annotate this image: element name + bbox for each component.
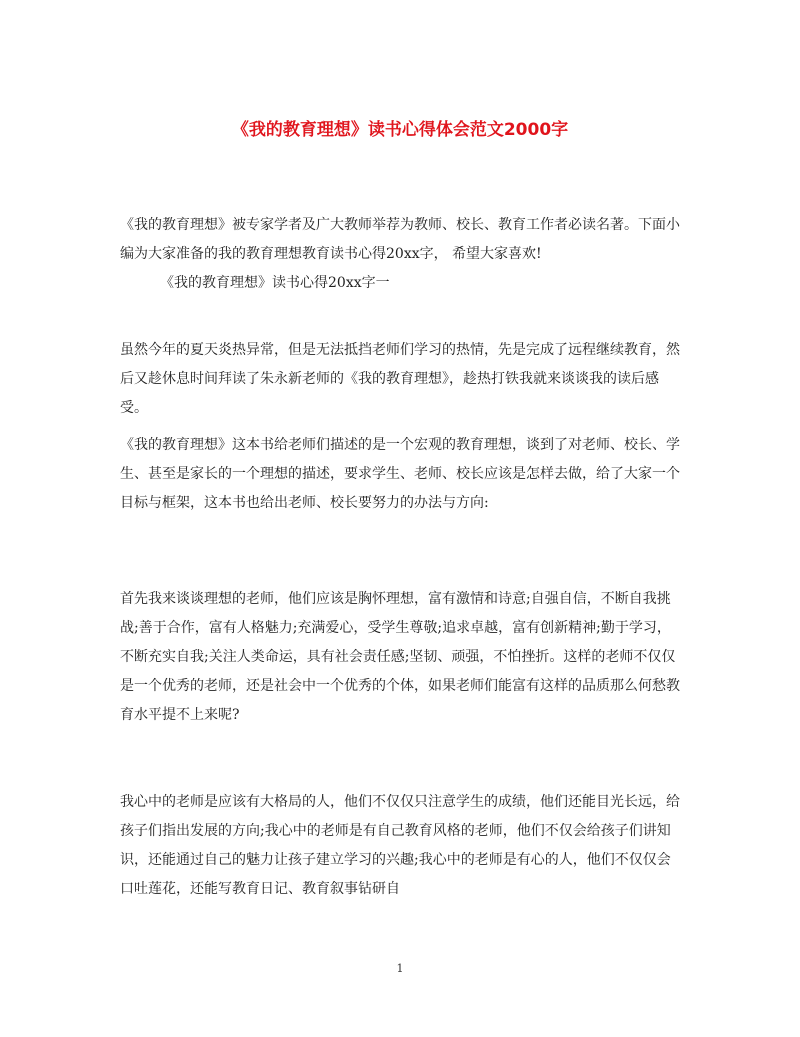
- paragraph-1: [120, 336, 682, 423]
- section-subheading: 《我的教育理想》读书心得20xx字一: [160, 275, 390, 291]
- paragraph-4: [120, 788, 682, 904]
- paragraph-text: 首先我来谈谈理想的老师，他们应该是胸怀理想，富有激情和诗意;自强自信，不断自我挑战;善于合作，富有人格魅力;充满爱心，受学生尊敬;追求卓越，富有创新精神;勤于学习，不断充实自我;关注人类命运，具有社会责任感;坚韧、顽强，不怕挫折。这样的老师不仅仅是一个优秀的老师，还是社会中一个优秀的个体，如果老师们能富有这样的品质那么何愁教育水平提不上来呢?: [120, 591, 680, 723]
- document-title: 《我的教育理想》读书心得体会范文2000字: [231, 120, 569, 140]
- paragraph-3: [120, 585, 682, 730]
- intro-text: 《我的教育理想》被专家学者及广大教师举荐为教师、校长、教育工作者必读名著。下面小编为大家准备的我的教育理想教育读书心得20xx字， 希望大家喜欢!: [120, 217, 680, 262]
- paragraph-2: [120, 431, 682, 518]
- paragraph-text: 我心中的老师是应该有大格局的人，他们不仅仅只注意学生的成绩，他们还能目光长远，给孩子们指出发展的方向;我心中的老师是有自己教育风格的老师，他们不仅会给孩子们讲知识，还能通过自己的魅力让孩子建立学习的兴趣;我心中的老师是有心的人，他们不仅仅会口吐莲花，还能写教育日记、教育叙事钻研自: [120, 794, 680, 897]
- paragraph-text: 虽然今年的夏天炎热异常，但是无法抵挡老师们学习的热情，先是完成了远程继续教育，然后又趁休息时间拜读了朱永新老师的《我的教育理想》，趁热打铁我就来谈谈我的读后感受。: [120, 342, 680, 416]
- paragraph-text: 《我的教育理想》这本书给老师们描述的是一个宏观的教育理想，谈到了对老师、校长、学生、甚至是家长的一个理想的描述，要求学生、老师、校长应该是怎样去做，给了大家一个目标与框架，这本书也给出老师、校长要努力的办法与方向:: [120, 437, 680, 511]
- page-number: 1: [396, 962, 404, 975]
- intro-paragraph: [120, 211, 682, 269]
